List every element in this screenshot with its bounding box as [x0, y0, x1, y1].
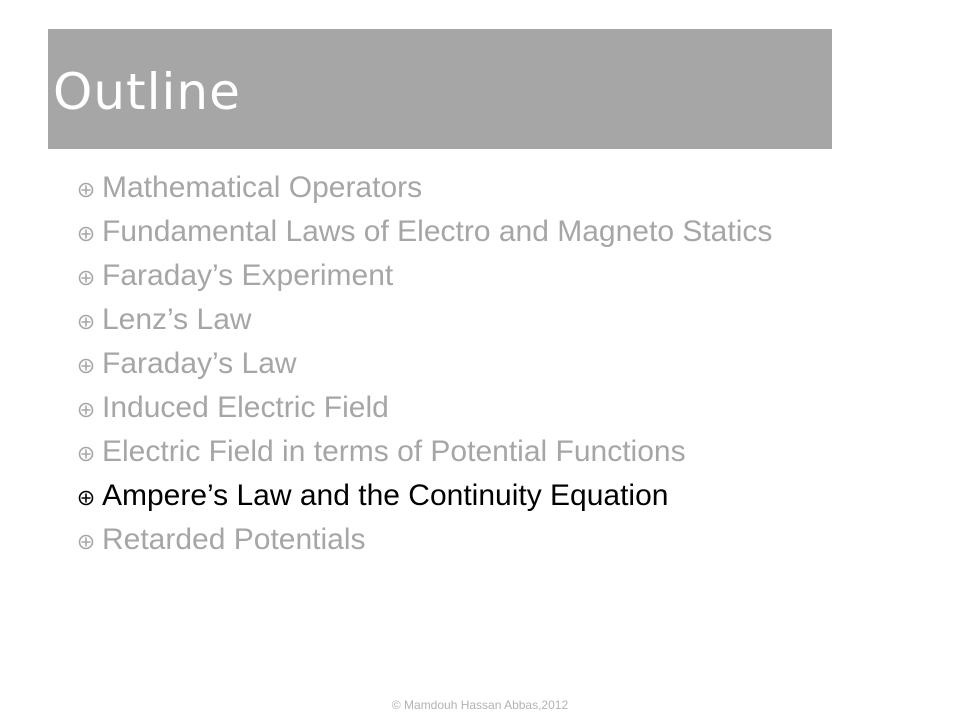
- circled-plus-bullet-icon: [78, 358, 94, 374]
- circled-plus-bullet-icon: [78, 226, 94, 242]
- outline-item: [80, 522, 840, 558]
- circled-plus-bullet-icon: [78, 314, 94, 330]
- outline-item: [80, 434, 840, 470]
- outline-item-current: [80, 478, 840, 514]
- circled-plus-bullet-icon: [78, 490, 94, 506]
- title-bar: [48, 29, 832, 149]
- circled-plus-bullet-icon: [78, 446, 94, 462]
- outline-item: [80, 258, 840, 294]
- circled-plus-bullet-icon: [78, 534, 94, 550]
- outline-item-label: Lenz’s Law: [102, 303, 252, 336]
- outline-item-label: Faraday’s Experiment: [102, 259, 394, 292]
- outline-item-label: Electric Field in terms of Potential Functions: [102, 435, 686, 468]
- outline-item-label: Faraday’s Law: [102, 347, 297, 380]
- outline-item: [80, 346, 840, 382]
- circled-plus-bullet-icon: [78, 270, 94, 286]
- slide-title: Outline: [53, 63, 241, 121]
- circled-plus-bullet-icon: [78, 182, 94, 198]
- outline-list: [80, 170, 840, 566]
- outline-item-label: Fundamental Laws of Electro and Magneto Statics: [102, 215, 773, 248]
- circled-plus-bullet-icon: [78, 402, 94, 418]
- footer-copyright: © Mamdouh Hassan Abbas,2012: [391, 698, 569, 712]
- outline-item-label: Mathematical Operators: [102, 171, 423, 204]
- outline-item-label: Induced Electric Field: [102, 391, 389, 424]
- outline-item: [80, 390, 840, 426]
- outline-item-label: Ampere’s Law and the Continuity Equation: [102, 479, 669, 512]
- outline-item: [80, 214, 802, 250]
- outline-item: [80, 170, 840, 206]
- outline-item-label: Retarded Potentials: [102, 523, 366, 556]
- outline-item: [80, 302, 840, 338]
